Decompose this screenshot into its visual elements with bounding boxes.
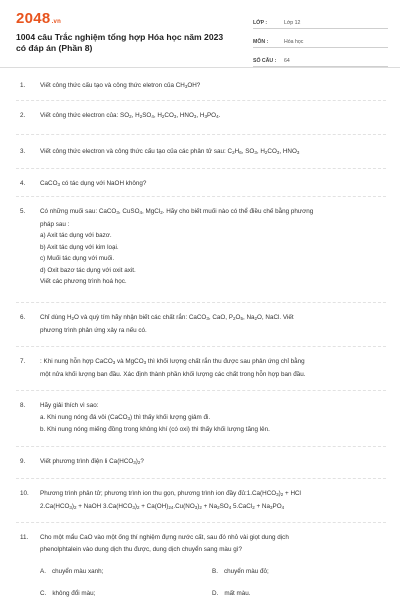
meta-label-subject: MÔN : xyxy=(253,39,269,45)
question-number: 7. xyxy=(20,358,26,365)
question-line: Phương trình phân tử; phương trình ion thu gọn, phương trình ion đầy $đủ:1.Ca(HCO_3)_2$ + HCl xyxy=(40,490,301,497)
meta-value-subject: Hóa học xyxy=(284,39,304,45)
question-divider xyxy=(16,168,386,169)
answer-option[interactable] xyxy=(40,568,103,575)
question-line: Viết công thức cấu tạo và công thức eletron của $CH_3OH$? xyxy=(40,82,201,89)
question-divider xyxy=(16,196,386,197)
question-line: a) Axit tác dụng với bazơ. xyxy=(40,232,112,239)
question-text xyxy=(40,400,386,436)
question-number: 10. xyxy=(20,490,29,497)
question-divider xyxy=(16,446,386,447)
meta-row-subject xyxy=(253,32,388,48)
question-number: 11. xyxy=(20,534,29,541)
site-logo[interactable] xyxy=(16,10,61,27)
meta-row-class xyxy=(253,13,388,29)
question-item xyxy=(16,400,386,436)
answer-letter: A. xyxy=(40,568,46,575)
question-number: 2. xyxy=(20,112,26,119)
question-divider xyxy=(16,134,386,135)
question-line: phương trình phản ứng xảy ra nếu có. xyxy=(40,326,147,334)
question-line: Cho một mẩu CaO vào một ống thí nghiệm đựng nước cất, sau đó nhỏ vài giọt dung dịch xyxy=(40,534,289,541)
answer-text: mất màu. xyxy=(224,590,251,597)
question-line: Có những muối sau: CaCO$_3$, CuSO$_4$, MgCl$_2$. Hãy cho biết muối nào có thể điều chế bằng phương xyxy=(40,208,314,215)
question-line: Hãy giải thích vì sao: xyxy=(40,402,99,409)
question-line: phenolphtalein vào dung dịch thu được, dung dịch chuyển sang màu gì? xyxy=(40,545,242,553)
question-line: Viết công thức electron của: $SO_2$, $H_2SO_4$, $H_2CO_3$, $HNO_3$, $H_3PO_4$. xyxy=(40,112,221,119)
question-line: b. Khi nung nóng miếng đồng trong không khí (có oxi) thì thấy khối lượng tăng lên. xyxy=(40,426,270,433)
question-line: Viết các phương trình hoá học. xyxy=(40,278,127,285)
question-text xyxy=(40,206,386,288)
question-item xyxy=(16,532,386,555)
question-text xyxy=(40,356,386,380)
question-line: a. Khi nung nóng đá vôi (CaCO$_3$) thì thấy khối lượng giảm đi. xyxy=(40,413,211,421)
question-text xyxy=(40,110,386,123)
question-number: 9. xyxy=(20,458,26,465)
question-number: 3. xyxy=(20,148,26,155)
answer-option[interactable] xyxy=(212,590,251,597)
question-text xyxy=(40,312,386,336)
question-item xyxy=(16,456,386,469)
question-number: 5. xyxy=(20,208,26,215)
meta-label-count: SỐ CÂU : xyxy=(253,58,277,64)
question-line: pháp sau : xyxy=(40,220,70,228)
question-text xyxy=(40,178,386,191)
question-item xyxy=(16,312,386,336)
question-divider xyxy=(16,478,386,479)
question-line: : Khi nung hỗn hợp CaCO$_3$ và MgCO$_3$ thì khối lượng chất rắn thu được sau phản ứng chỉ bằng xyxy=(40,358,305,365)
answer-option[interactable] xyxy=(40,590,95,597)
question-number: 4. xyxy=(20,180,26,187)
meta-row-count xyxy=(253,51,388,67)
meta-panel xyxy=(253,13,388,70)
question-item xyxy=(16,488,386,513)
question-line: $2.Ca(HCO_3)_2$ + NaOH $3.Ca(HCO_3)_2 + Ca(OH)_{24}.Cu(NO_3)_2 + Na_2SO_4$ 5.CaCl$_2$ + $Na_3PO_4$ xyxy=(40,502,285,510)
question-text xyxy=(40,488,386,513)
question-line: d) Oxit bazơ tác dụng với oxit axit. xyxy=(40,266,136,274)
question-item xyxy=(16,80,386,93)
logo-main: 2048 xyxy=(16,10,51,27)
question-divider xyxy=(16,302,386,303)
document-title: 1004 câu Trắc nghiệm tổng hợp Hóa học năm 2023 có đáp án (Phần 8) xyxy=(16,32,224,53)
question-item xyxy=(16,110,386,123)
question-line: b) Axit tác dụng với kim loại. xyxy=(40,243,119,251)
document-header xyxy=(0,0,400,68)
question-divider xyxy=(16,522,386,523)
question-text xyxy=(40,146,386,159)
question-number: 6. xyxy=(20,314,26,321)
question-line: Chỉ dùng $H_2O$ và quỳ tím hãy nhận biết các chất rắn: CaCO$_3$, CaO, $P_2O_5$, $Na_2O$, NaCl. Viết xyxy=(40,314,294,321)
question-text xyxy=(40,80,386,93)
question-divider xyxy=(16,390,386,391)
question-line: c) Muối tác dụng với muối. xyxy=(40,255,115,262)
question-item xyxy=(16,178,386,191)
meta-value-class: Lớp 12 xyxy=(284,20,301,26)
question-item xyxy=(16,206,386,288)
answer-letter: D. xyxy=(212,590,219,597)
question-text xyxy=(40,532,386,555)
answer-text: chuyển màu đỏ; xyxy=(223,568,269,575)
question-number: 1. xyxy=(20,82,26,89)
question-text xyxy=(40,456,386,469)
question-item xyxy=(16,146,386,159)
meta-value-count: 64 xyxy=(284,58,290,64)
question-line: một nửa khối lượng ban đầu. Xác định thành phần khối lượng các chất trong hỗn hợp ban đầu. xyxy=(40,370,306,378)
logo-sub: .vn xyxy=(51,19,62,25)
question-number: 8. xyxy=(20,402,26,409)
question-divider xyxy=(16,100,386,101)
meta-label-class: LỚP : xyxy=(253,20,268,26)
answer-letter: C. xyxy=(40,590,47,597)
question-divider xyxy=(16,346,386,347)
question-line: Viết công thức electron và công thức cấu tạo của các phân tử sau: $C_2H_6$, $SO_3$, $H_2CO_3$, $HNO_3$ xyxy=(40,148,300,155)
answer-letter: B. xyxy=(212,568,218,575)
answer-option[interactable] xyxy=(212,568,269,575)
question-line: Viết phương trình điện li $Ca(HCO_3)_2$? xyxy=(40,458,144,465)
answer-text: không đổi màu; xyxy=(52,590,96,597)
question-item xyxy=(16,356,386,380)
answer-text: chuyển màu xanh; xyxy=(51,568,104,575)
question-line: CaCO$_3$ có tác dụng với NaOH không? xyxy=(40,180,147,187)
